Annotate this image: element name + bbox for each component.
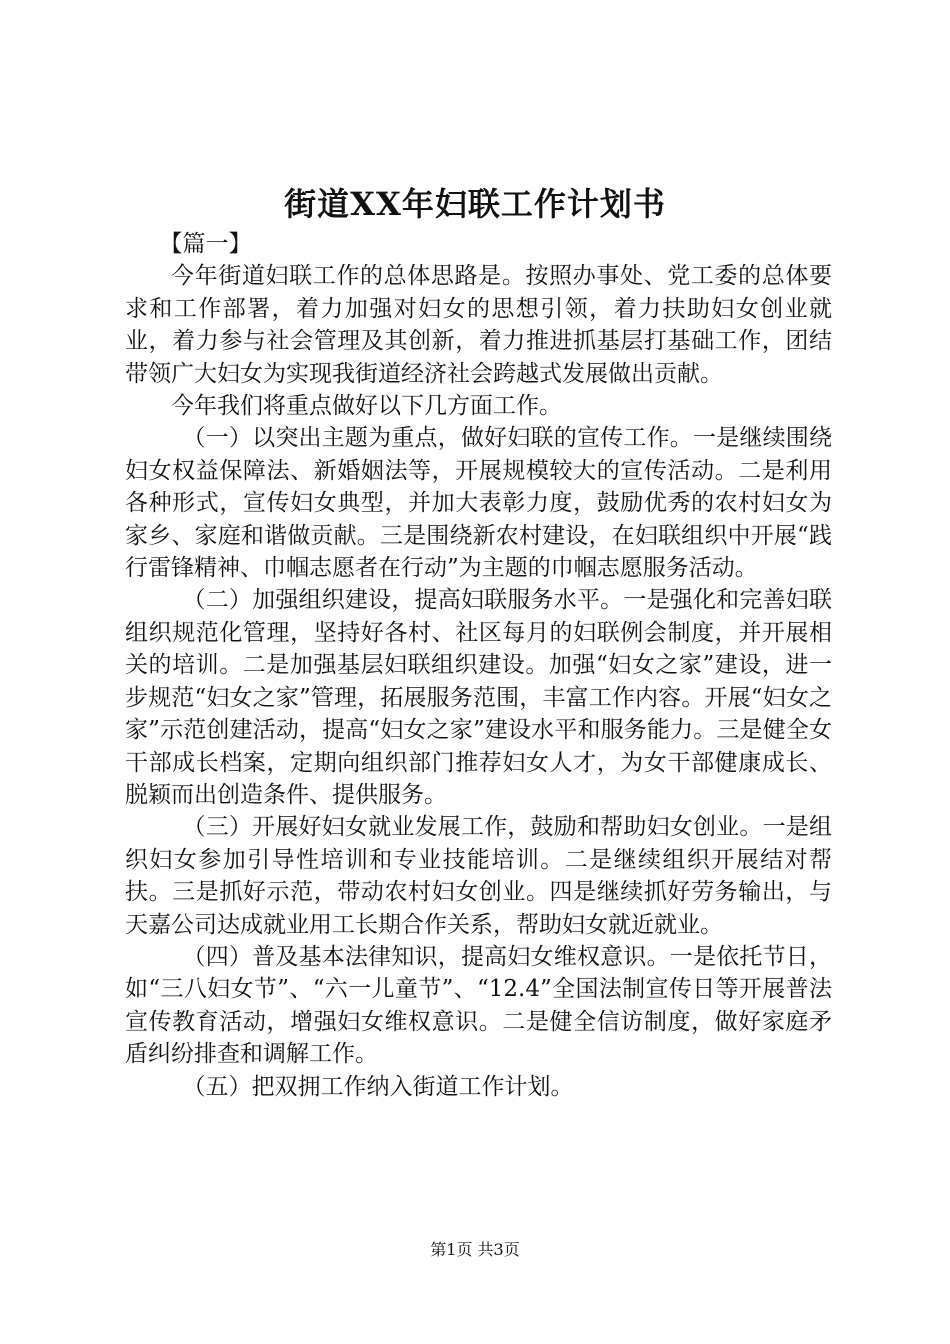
document-body: [125, 228, 832, 1103]
section-label: 【篇一】: [159, 231, 252, 257]
paragraph-item-4: （四）普及基本法律知识，提高妇女维权意识。一是依托节日，如“三八妇女节”、“六一儿童节”、“12.4”全国法制宣传日等开展普法宣传教育活动，增强妇女维权意识。二是健全信访制度，做好家庭矛盾纠纷排查和调解工作。: [125, 943, 832, 1068]
paragraph-item-1: （一）以突出主题为重点，做好妇联的宣传工作。一是继续围绕妇女权益保障法、新婚姻法等，开展规模较大的宣传活动。二是利用各种形式，宣传妇女典型，并加大表彰力度，鼓励优秀的农村妇女为家乡、家庭和谐做贡献。三是围绕新农村建设，在妇联组织中开展“践行雷锋精神、巾帼志愿者在行动”为主题的巾帼志愿服务活动。: [125, 425, 832, 582]
document-title: 街道XX年妇联工作计划书: [284, 185, 666, 223]
paragraph-item-3: （三）开展好妇女就业发展工作，鼓励和帮助妇女创业。一是组织妇女参加引导性培训和专业技能培训。二是继续组织开展结对帮扶。三是抓好示范，带动农村妇女创业。四是继续抓好劳务输出，与天嘉公司达成就业用工长期合作关系，帮助妇女就近就业。: [125, 814, 832, 938]
paragraph-overview: 今年街道妇联工作的总体思路是。按照办事处、党工委的总体要求和工作部署，着力加强对妇女的思想引领，着力扶助妇女创业就业，着力参与社会管理及其创新，着力推进抓基层打基础工作，团结带领广大妇女为实现我街道经济社会跨越式发展做出贡献。: [125, 263, 832, 387]
paragraph-item-2: （二）加强组织建设，提高妇联服务水平。一是强化和完善妇联组织规范化管理，坚持好各村、社区每月的妇联例会制度，并开展相关的培训。二是加强基层妇联组织建设。加强“妇女之家”建设，进一步规范“妇女之家”管理，拓展服务范围，丰富工作内容。开展“妇女之家”示范创建活动，提高“妇女之家”建设水平和服务能力。三是健全女干部成长档案，定期向组织部门推荐妇女人才，为女干部健康成长、脱颖而出创造条件、提供服务。: [125, 587, 832, 808]
paragraph-item-5: （五）把双拥工作纳入街道工作计划。: [182, 1073, 574, 1100]
page-footer: 第1页 共3页: [430, 1240, 520, 1259]
paragraph-intro: 今年我们将重点做好以下几方面工作。: [171, 393, 562, 420]
